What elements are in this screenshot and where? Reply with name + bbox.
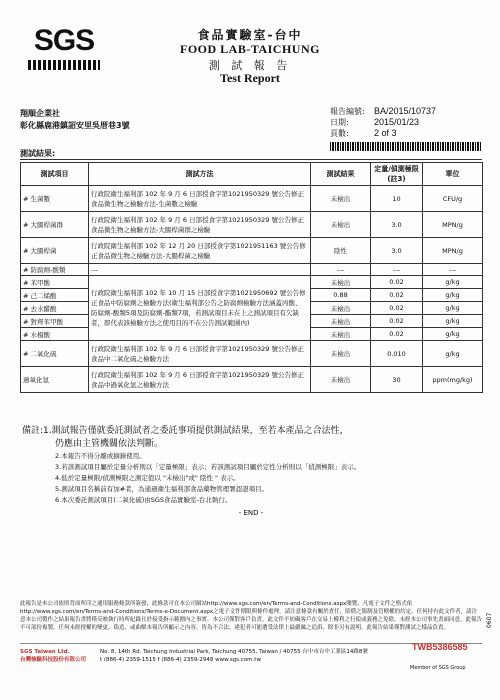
results-table [20,162,483,393]
cell-limit: 0.02 [371,328,423,341]
note-6: 6.本次委託測試項目(二氧化硫)由SGS食品實驗室-台北執行。 [55,496,232,504]
notes-block [22,425,480,519]
table-row [21,186,483,212]
cell-result: 未檢出 [311,328,371,341]
cell-unit: g/kg [423,302,483,315]
cell-item: # 防腐劑-酸類 [21,264,89,276]
cell-method: 行政院衛生福利部 102 年 9 月 6 日部授食字第1021950329 號公告修正食品微生物之檢驗方法-大腸桿菌群之檢驗 [89,212,311,238]
footer-address: No. 8, 14th Rd. Taichung Industrial Park, Taichung 40755, Taiwan / 40755 台中市台中工業區14路8號 [100,649,368,655]
cell-method: 行政院衛生福利部 102 年 9 月 6 日部授食字第1021950329 號公告修正食品微生物之檢驗方法-生菌數之檢驗 [89,186,311,212]
client-block [20,108,130,132]
serial-number: TWB5386585 [412,642,468,652]
cell-limit: 3.0 [371,238,423,264]
cell-item: # 大腸桿菌群 [21,212,89,238]
cell-unit: MPN/g [423,212,483,238]
cell-result: 陰性 [311,238,371,264]
cell-item: # 二氧化硫 [21,341,89,367]
cell-limit: 0.02 [371,276,423,289]
cell-method: 行政院衛生福利部 102 年 9 月 6 日部授食字第1021950329 號公告修正食品中二氧化硫之檢驗方法 [89,341,311,367]
footer-address-block [20,642,490,678]
cell-limit: 10 [371,186,423,212]
cell-result: 0.88 [311,289,371,302]
cell-unit: g/kg [423,328,483,341]
cell-unit: CFU/g [423,186,483,212]
table-row [21,367,483,393]
note-1b: 仍應由主管機關依法判斷。 [55,439,164,449]
cell-unit: ppm(mg/kg) [423,367,483,393]
footer-company: SGS Taiwan Ltd. [20,649,70,655]
cell-item: 過氧化氫 [21,367,89,393]
table-row [21,238,483,264]
cell-limit: --- [371,264,423,276]
cell-item: # 水楊酸 [21,328,89,341]
table-row [21,276,483,289]
sgs-logo [28,24,100,72]
cell-result: 未檢出 [311,212,371,238]
date-label: 日期: [330,118,349,127]
page-count: 2 of 3 [374,128,397,138]
note-4: 4.低於定量極限/偵測極限之測定值以 "未檢出"或" 陰性 " 表示。 [55,474,240,482]
report-meta [330,106,436,139]
cell-item: # 生菌數 [21,186,89,212]
section-title: 測試結果: [20,149,56,158]
logo-text: SGS [33,24,95,57]
barcode [330,142,482,151]
cell-result: 未檢出 [311,315,371,328]
cell-limit: 0.02 [371,289,423,302]
note-1a: 1.測試報告僅就委託測試者之委託事項提供測試結果，至若本產品之合法性， [43,426,349,436]
cell-method: 行政院衛生福利部 102 年 12 月 20 日部授食字第1021951163 號公告修正食品微生物之檢驗方法-大腸桿菌之檢驗 [89,238,311,264]
cell-unit: g/kg [423,341,483,367]
cell-item: # 去水醋酸 [21,302,89,315]
cell-item: # 己二烯酸 [21,289,89,302]
report-no: BA/2015/10737 [374,106,437,116]
footer-company-zh: 台灣檢驗科技股份有限公司 [20,657,87,663]
cell-result: --- [311,264,371,276]
cell-unit: g/kg [423,276,483,289]
cell-result: 未檢出 [311,186,371,212]
end-marker: - END - [238,509,264,517]
cell-unit: g/kg [423,289,483,302]
table-row [21,341,483,367]
notes-label: 備註: [22,426,44,436]
report-title-zh: 測 試 報 告 [208,59,292,72]
cell-limit: 30 [371,367,423,393]
cell-result: 未檢出 [311,276,371,289]
cell-result: 未檢出 [311,341,371,367]
table-row [21,264,483,276]
report-date: 2015/01/23 [374,117,420,127]
cell-unit: MPN/g [423,238,483,264]
cell-limit: 0.02 [371,315,423,328]
note-3: 3.若該測試項目屬於定量分析則以「定量極限」表示；若該測試項目屬於定性分析則以「偵測極限」表示。 [55,463,361,471]
cell-limit: 0.02 [371,302,423,315]
member-text: Member of SGS Group [410,665,466,671]
header-unit: 單位 [423,163,483,186]
header-item: 測試項目 [21,163,89,186]
cell-limit: 3.0 [371,212,423,238]
cell-method-merged: 行政院衛生福利部 102 年 10 月 15 日部授食字第1021950692 號公告修正食品中防腐劑之檢驗方法(衛生福利部公告之防腐劑檢驗方法涵蓋丙酸、防腐劑-酸類5項及防腐劑-酯類7項，若測試項目未在上之測試項目有欠缺者，即代表該檢驗方法之使用目的不在公告測試範圍內) [89,276,311,341]
note-2: 2.本報告不得分離或摘錄使用。 [55,452,146,460]
header-method: 測試方法 [89,163,311,186]
table-header-row [21,163,483,186]
report-title-en: Test Report [220,71,280,85]
cell-item: # 苯甲酸 [21,276,89,289]
header-limit: 定量/偵測極限(註3) [371,163,423,186]
cell-result: 未檢出 [311,367,371,393]
cell-unit: g/kg [423,315,483,328]
lab-title-zh: 食品實驗室-台中 [197,28,303,42]
side-number: 0607 [486,612,493,628]
cell-item: # 對羥苯甲酸 [21,315,89,328]
cell-limit: 0.010 [371,341,423,367]
header-result: 測試結果 [311,163,371,186]
client-name: 翔順企業社 [20,109,60,118]
client-address: 彰化縣鹿港鎮詔安里吳厝巷3號 [20,121,130,130]
logo-stripes [28,60,100,70]
cell-method: 行政院衛生福利部 102 年 9 月 6 日部授食字第1021950329 號公告修正食品中過氧化氫之檢驗方法 [89,367,311,393]
cell-result: 未檢出 [311,302,371,315]
lab-title-en: FOOD LAB-TAICHUNG [180,42,320,56]
report-no-label: 報告編號: [330,107,365,116]
cell-method: --- [89,264,311,276]
table-row [21,212,483,238]
footer-phone: t (886-4) 2359-1515 f (886-4) 2359-2948 www.sgs.com.tw [100,657,261,663]
cell-unit: --- [423,264,483,276]
section-divider [20,159,482,160]
note-5: 5.測試項目名稱前有加#者，為通過衛生福利部食品藥物管理署認證項目。 [55,485,269,493]
pages-label: 頁數: [330,129,349,138]
cell-item: # 大腸桿菌 [21,238,89,264]
footer-disclaimer: 此報告是本公司依照背面所印之通用服務條款所簽發，此條款可在本公司網站http://www.sgs.com/en/Terms-and-Conditions.aspx閱覽，凡電子文件之格式依http://www.sgs.com/en/Terms-and-Conditions/Terms-e-Document.aspx之電子文件期限與條件處理。請注意條款有關於責任、賠償之限制及管轄權的約定。任何持有此文件者，請注意本公司製作之結果報告書將僅反映執行時所紀錄且於接受指示範圍內之事實。本公司僅對客戶負責，此文件不妨礙客戶在交易上權利之行使或義務之免除。未經本公司事先書面同意，此報告不可部份複製。任何未經授權的變更、偽造、或曲解本報告所顯示之內容，皆為不合法，違犯者可能遭受法律上最嚴厲之追訴。除非另有說明，此報告結果僅對測試之樣品負責。 [20,601,483,631]
